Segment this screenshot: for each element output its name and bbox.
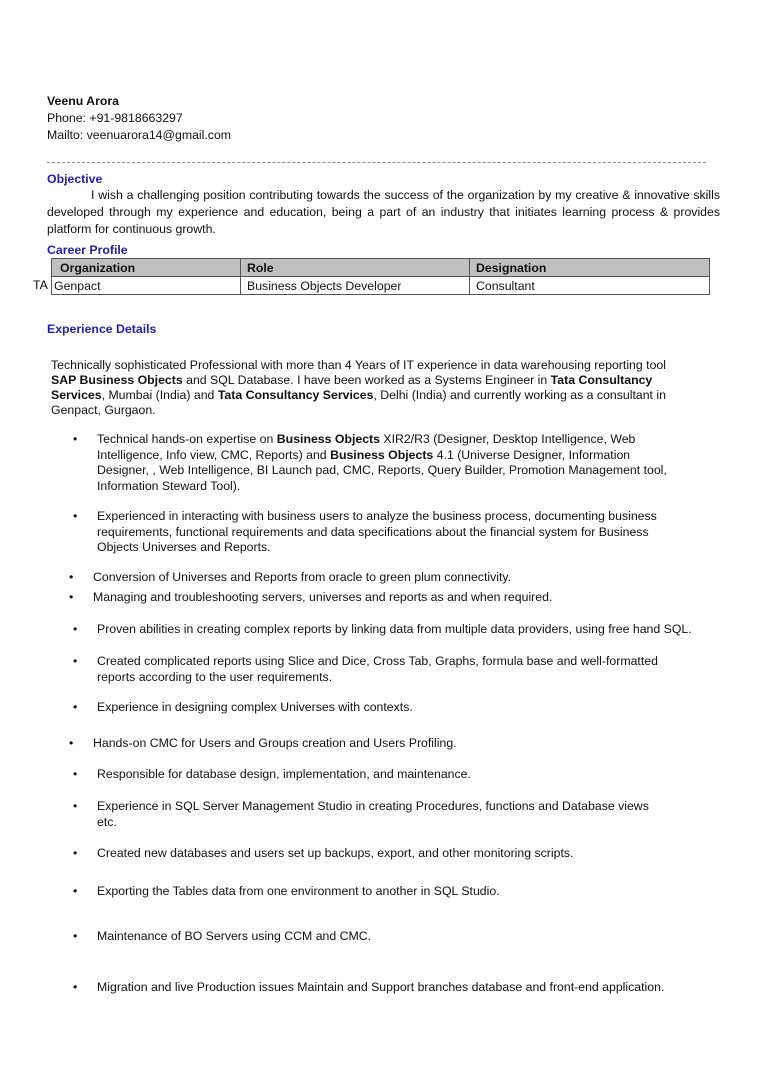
summary-line-1: Technically sophisticated Professional with more than 4 Years of IT experience in data warehousing reporting tool (51, 358, 666, 372)
bullet-icon: • (73, 799, 78, 813)
bullet-icon: • (69, 570, 74, 584)
bullet-icon: • (73, 432, 78, 446)
cell-designation: Consultant (470, 277, 710, 295)
email-address[interactable]: Mailto: veenuarora14@gmail.com (47, 128, 232, 142)
career-profile-heading: Career Profile (47, 243, 128, 257)
table-row (52, 277, 710, 295)
experience-summary (51, 358, 731, 418)
bullet-icon: • (73, 884, 78, 898)
phone-number: Phone: +91-9818663297 (47, 111, 183, 125)
bullet-icon: • (73, 846, 78, 860)
bullet-icon: • (73, 700, 78, 714)
bullet-icon: • (69, 736, 74, 750)
bullet-icon: • (69, 590, 74, 604)
bullet-icon: • (73, 622, 78, 636)
summary-line-2: SAP Business Objects and SQL Database. I have been worked as a Systems Engineer in Tata Consultancy (51, 373, 653, 387)
column-header-designation: Designation (470, 259, 710, 277)
bullet-icon: • (73, 980, 78, 994)
bullet-icon: • (73, 509, 78, 523)
experience-heading: Experience Details (47, 322, 157, 336)
summary-line-3: Services, Mumbai (India) and Tata Consultancy Services, Delhi (India) and currently working as a consultant in (51, 388, 666, 402)
summary-line-4: Genpact, Gurgaon. (51, 403, 156, 417)
bullet-icon: • (73, 654, 78, 668)
row-prefix-text: TA (33, 278, 48, 292)
column-header-organization: Organization (52, 259, 241, 277)
objective-body: I wish a challenging position contributing towards the success of the organization by my creative & innovative skills developed through my experience and education, being a part of an industry that initiates learning process & provides platform for continuous growth. (47, 188, 720, 236)
table-header-row (52, 259, 710, 277)
bullet-icon: • (73, 767, 78, 781)
column-header-role: Role (241, 259, 470, 277)
objective-text (47, 187, 720, 238)
cell-role: Business Objects Developer (241, 277, 470, 295)
cell-organization: Genpact (52, 277, 241, 295)
career-profile-table (51, 258, 710, 295)
section-divider (47, 162, 706, 163)
objective-heading: Objective (47, 172, 103, 186)
bullet-icon: • (73, 929, 78, 943)
candidate-name: Veenu Arora (47, 94, 119, 108)
